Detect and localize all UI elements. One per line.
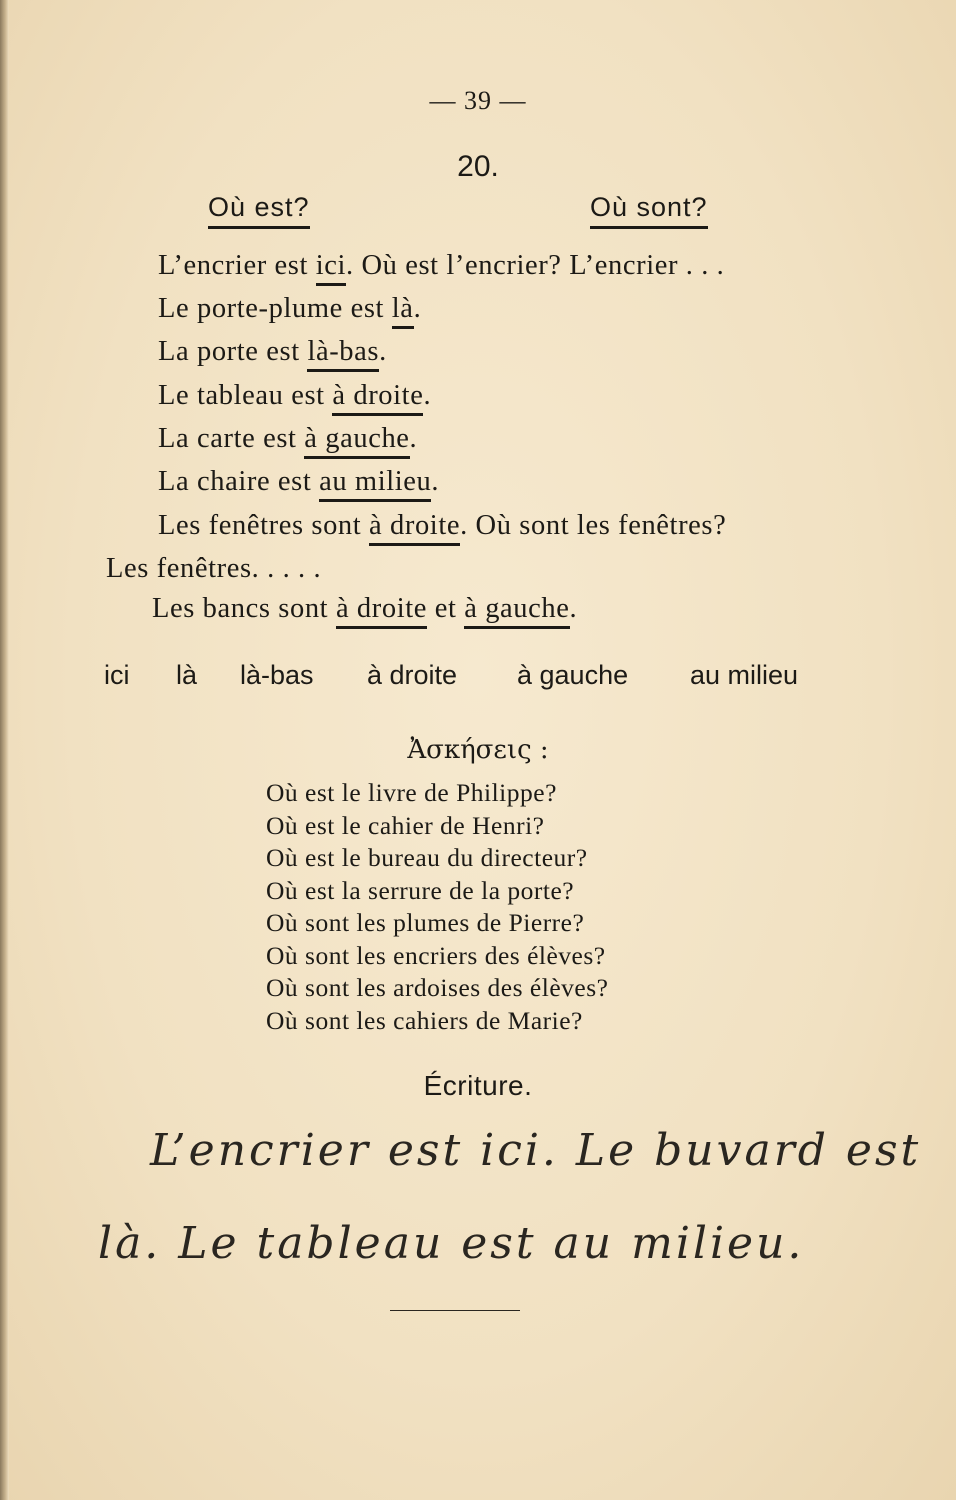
question: Où sont les ardoises des élèves? [266, 973, 609, 1002]
underlined-word: à droite [336, 593, 427, 629]
header-ou-est-label: Où est? [208, 192, 310, 229]
sentence-6 [158, 466, 439, 498]
underlined-word: là-bas [307, 336, 379, 372]
underlined-word: là [392, 293, 414, 329]
question: Où sont les plumes de Pierre? [266, 908, 585, 937]
lesson-number: 20. [457, 150, 499, 183]
sentence-4 [158, 380, 431, 412]
page-number: — 39 — [429, 86, 527, 115]
question: Où est la serrure de la porte? [266, 876, 575, 905]
underlined-word: à droite [332, 380, 423, 416]
vocab-word: au milieu [690, 660, 799, 690]
sentence-text: . [379, 336, 387, 367]
sentence-text: Les bancs sont [152, 593, 336, 624]
sentence-3 [158, 336, 387, 368]
vocab-word: à droite [367, 660, 458, 690]
sentence-7 [158, 510, 726, 542]
question: Où est le cahier de Henri? [266, 811, 545, 840]
exercises-title: Ἀσκήσεις : [407, 735, 549, 765]
underlined-word: au milieu [319, 466, 431, 502]
question: Où est le livre de Philippe? [266, 778, 557, 807]
sentence-2 [158, 293, 421, 325]
sentence-text: La porte est [158, 336, 308, 367]
underlined-word: à gauche [304, 423, 409, 459]
sentence-text: Les fenêtres sont [158, 510, 370, 541]
sentence-text: et [427, 593, 465, 624]
underlined-word: à gauche [464, 593, 569, 629]
sentence-text: . [423, 380, 432, 411]
sentence-9 [152, 593, 577, 625]
sentence-5 [158, 423, 417, 455]
header-ou-sont-label: Où sont? [590, 192, 708, 229]
question: Où sont les encriers des élèves? [266, 941, 606, 970]
handwriting-line: L’encrier est ici. Le buvard est [150, 1125, 922, 1176]
vocab-word: ici [104, 660, 130, 690]
sentence-text: . Où est l’encrier? L’encrier . . . [346, 250, 725, 281]
header-ou-sont [590, 192, 708, 229]
underlined-word: à droite [369, 510, 460, 546]
sentence-text: Le porte-plume est [158, 293, 392, 324]
underlined-word: ici [316, 250, 346, 286]
question: Où sont les cahiers de Marie? [266, 1006, 583, 1035]
sentence-text: . [431, 466, 440, 497]
vocab-word: à gauche [517, 660, 629, 690]
sentence-text: . [413, 293, 422, 324]
writing-title: Écriture. [423, 1070, 533, 1101]
sentence-text: Les fenêtres. . . . . [106, 553, 322, 584]
sentence-text: Le tableau est [158, 380, 333, 411]
sentence-8 [106, 553, 321, 585]
header-ou-est [208, 192, 310, 229]
sentence-text: . Où sont les fenêtres? [460, 510, 727, 541]
vocab-word: là [176, 660, 198, 690]
sentence-text: L’encrier est [158, 250, 316, 281]
handwriting-line: là. Le tableau est au milieu. [98, 1218, 805, 1269]
question: Où est le bureau du directeur? [266, 843, 588, 872]
vocab-word: là-bas [240, 660, 314, 690]
sentence-text: . [569, 593, 578, 624]
sentence-text: . [409, 423, 418, 454]
closing-rule [390, 1310, 520, 1311]
sentence-1 [158, 250, 724, 282]
sentence-text: La chaire est [158, 466, 320, 497]
sentence-text: La carte est [158, 423, 305, 454]
